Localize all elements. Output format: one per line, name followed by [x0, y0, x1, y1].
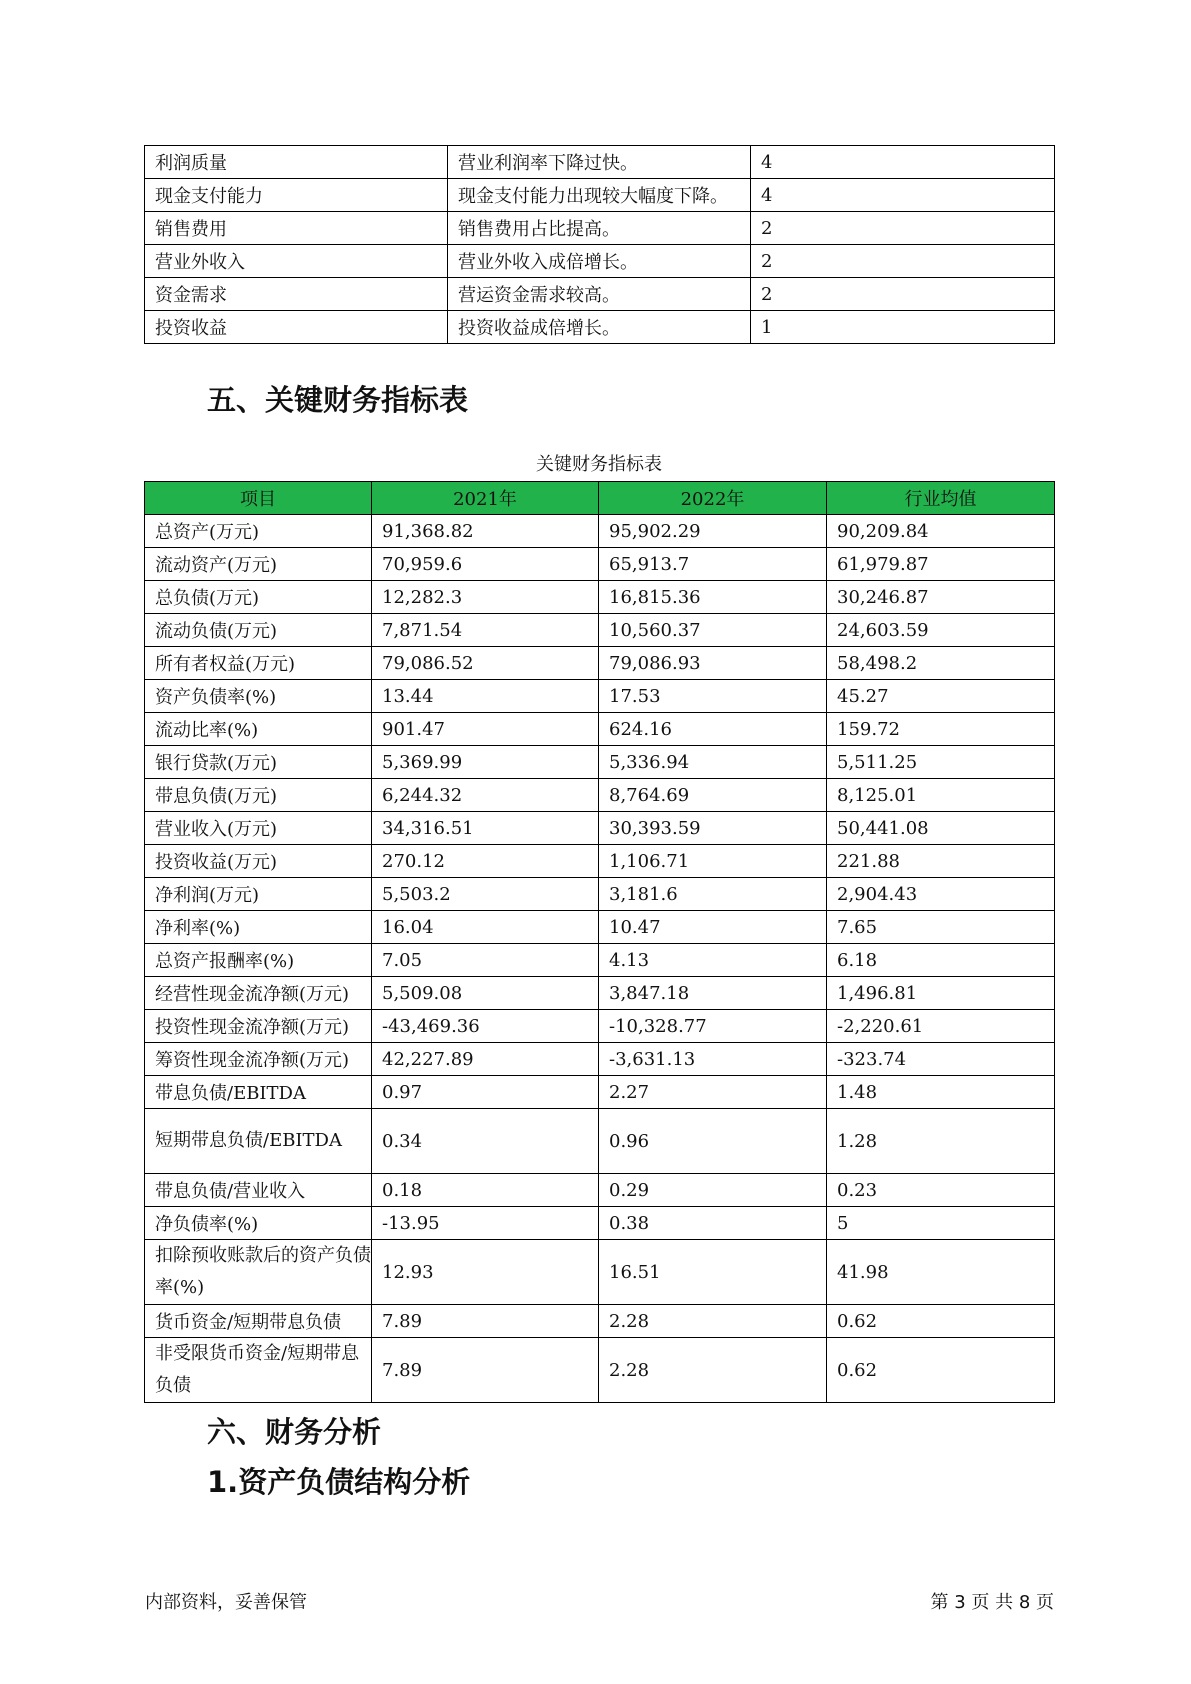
industry-average-cell: 159.72: [827, 713, 1055, 746]
risk-table-row: [145, 146, 1055, 179]
metrics-table-row: [145, 647, 1055, 680]
risk-table-body: [145, 146, 1055, 344]
risk-category-cell: 资金需求: [145, 278, 448, 311]
industry-average-cell: 8,125.01: [827, 779, 1055, 812]
value-2021-cell: 91,368.82: [372, 515, 599, 548]
metric-name-cell: 短期带息负债/EBITDA: [145, 1109, 372, 1174]
metric-name-cell: 所有者权益(万元): [145, 647, 372, 680]
value-2021-cell: 270.12: [372, 845, 599, 878]
risk-description-cell: 现金支付能力出现较大幅度下降。: [448, 179, 751, 212]
value-2021-cell: 34,316.51: [372, 812, 599, 845]
metrics-table-row: [145, 1305, 1055, 1338]
industry-average-cell: 1,496.81: [827, 977, 1055, 1010]
value-2021-cell: 13.44: [372, 680, 599, 713]
industry-average-cell: 41.98: [827, 1240, 1055, 1305]
header-2022: 2022年: [599, 482, 827, 515]
industry-average-cell: 61,979.87: [827, 548, 1055, 581]
industry-average-cell: 45.27: [827, 680, 1055, 713]
metric-name-cell: 投资性现金流净额(万元): [145, 1010, 372, 1043]
value-2022-cell: 8,764.69: [599, 779, 827, 812]
value-2021-cell: 16.04: [372, 911, 599, 944]
value-2022-cell: 16.51: [599, 1240, 827, 1305]
value-2022-cell: 2.27: [599, 1076, 827, 1109]
metrics-table-row: [145, 911, 1055, 944]
metrics-table-row: [145, 581, 1055, 614]
section-6-subheading: 1.资产负债结构分析: [207, 1465, 471, 1499]
risk-table-row: [145, 311, 1055, 344]
risk-description-cell: 投资收益成倍增长。: [448, 311, 751, 344]
value-2021-cell: 70,959.6: [372, 548, 599, 581]
value-2021-cell: 12.93: [372, 1240, 599, 1305]
value-2022-cell: 95,902.29: [599, 515, 827, 548]
value-2022-cell: 3,181.6: [599, 878, 827, 911]
industry-average-cell: 30,246.87: [827, 581, 1055, 614]
value-2021-cell: -43,469.36: [372, 1010, 599, 1043]
metric-name-cell: 筹资性现金流净额(万元): [145, 1043, 372, 1076]
key-financial-metrics-table: [144, 481, 1055, 1403]
table-caption: 关键财务指标表: [536, 454, 662, 475]
risk-category-cell: 营业外收入: [145, 245, 448, 278]
value-2021-cell: 79,086.52: [372, 647, 599, 680]
industry-average-cell: 1.48: [827, 1076, 1055, 1109]
risk-score-cell: 2: [751, 245, 1055, 278]
risk-description-cell: 营业利润率下降过快。: [448, 146, 751, 179]
value-2022-cell: 30,393.59: [599, 812, 827, 845]
metrics-table-row: [145, 1240, 1055, 1305]
risk-table-row: [145, 212, 1055, 245]
risk-category-cell: 投资收益: [145, 311, 448, 344]
value-2022-cell: 16,815.36: [599, 581, 827, 614]
metric-name-cell: 总负债(万元): [145, 581, 372, 614]
metrics-table-body: [145, 515, 1055, 1403]
risk-table-row: [145, 278, 1055, 311]
value-2022-cell: 1,106.71: [599, 845, 827, 878]
risk-category-cell: 利润质量: [145, 146, 448, 179]
metric-name-cell: 流动比率(%): [145, 713, 372, 746]
footer-confidential-note: 内部资料，妥善保管: [145, 1592, 307, 1613]
industry-average-cell: 90,209.84: [827, 515, 1055, 548]
value-2021-cell: 5,503.2: [372, 878, 599, 911]
metric-name-cell: 营业收入(万元): [145, 812, 372, 845]
value-2022-cell: -10,328.77: [599, 1010, 827, 1043]
header-industry-average: 行业均值: [827, 482, 1055, 515]
metrics-table-row: [145, 944, 1055, 977]
metrics-table-row: [145, 779, 1055, 812]
metric-name-cell: 带息负债/营业收入: [145, 1174, 372, 1207]
value-2021-cell: 12,282.3: [372, 581, 599, 614]
metrics-table-row: [145, 1174, 1055, 1207]
value-2021-cell: 42,227.89: [372, 1043, 599, 1076]
value-2022-cell: 2.28: [599, 1338, 827, 1403]
value-2022-cell: 0.29: [599, 1174, 827, 1207]
industry-average-cell: 6.18: [827, 944, 1055, 977]
metrics-table-row: [145, 1076, 1055, 1109]
value-2022-cell: 3,847.18: [599, 977, 827, 1010]
industry-average-cell: 0.23: [827, 1174, 1055, 1207]
metric-name-cell: 扣除预收账款后的资产负债率(%): [145, 1240, 372, 1305]
metrics-table-row: [145, 878, 1055, 911]
metrics-header-row: [145, 482, 1055, 515]
value-2021-cell: 6,244.32: [372, 779, 599, 812]
metrics-table-row: [145, 1338, 1055, 1403]
header-item: 项目: [145, 482, 372, 515]
risk-description-cell: 营业外收入成倍增长。: [448, 245, 751, 278]
industry-average-cell: -2,220.61: [827, 1010, 1055, 1043]
metric-name-cell: 总资产(万元): [145, 515, 372, 548]
industry-average-cell: 2,904.43: [827, 878, 1055, 911]
value-2022-cell: 0.96: [599, 1109, 827, 1174]
value-2021-cell: 7,871.54: [372, 614, 599, 647]
industry-average-cell: 50,441.08: [827, 812, 1055, 845]
value-2021-cell: 0.97: [372, 1076, 599, 1109]
metric-name-cell: 总资产报酬率(%): [145, 944, 372, 977]
metric-name-cell: 净负债率(%): [145, 1207, 372, 1240]
metrics-table-row: [145, 515, 1055, 548]
value-2022-cell: 4.13: [599, 944, 827, 977]
industry-average-cell: -323.74: [827, 1043, 1055, 1076]
value-2021-cell: 0.34: [372, 1109, 599, 1174]
section-6-heading: 六、财务分析: [207, 1415, 382, 1449]
value-2021-cell: 7.05: [372, 944, 599, 977]
industry-average-cell: 5,511.25: [827, 746, 1055, 779]
metrics-table-row: [145, 845, 1055, 878]
value-2022-cell: 17.53: [599, 680, 827, 713]
risk-indicator-table: [144, 145, 1055, 344]
risk-score-cell: 4: [751, 146, 1055, 179]
risk-category-cell: 现金支付能力: [145, 179, 448, 212]
risk-score-cell: 1: [751, 311, 1055, 344]
industry-average-cell: 24,603.59: [827, 614, 1055, 647]
risk-description-cell: 销售费用占比提高。: [448, 212, 751, 245]
metrics-table-row: [145, 1109, 1055, 1174]
value-2021-cell: -13.95: [372, 1207, 599, 1240]
industry-average-cell: 0.62: [827, 1338, 1055, 1403]
risk-category-cell: 销售费用: [145, 212, 448, 245]
metrics-table-row: [145, 746, 1055, 779]
section-5-heading: 五、关键财务指标表: [207, 383, 469, 417]
value-2022-cell: 5,336.94: [599, 746, 827, 779]
footer-page-number: 第 3 页 共 8 页: [930, 1592, 1054, 1613]
value-2021-cell: 5,369.99: [372, 746, 599, 779]
metric-name-cell: 净利润(万元): [145, 878, 372, 911]
metric-name-cell: 非受限货币资金/短期带息负债: [145, 1338, 372, 1403]
metric-name-cell: 投资收益(万元): [145, 845, 372, 878]
metrics-table-row: [145, 713, 1055, 746]
value-2022-cell: 10.47: [599, 911, 827, 944]
header-2021: 2021年: [372, 482, 599, 515]
value-2022-cell: -3,631.13: [599, 1043, 827, 1076]
industry-average-cell: 7.65: [827, 911, 1055, 944]
value-2021-cell: 0.18: [372, 1174, 599, 1207]
value-2022-cell: 65,913.7: [599, 548, 827, 581]
industry-average-cell: 58,498.2: [827, 647, 1055, 680]
metric-name-cell: 流动资产(万元): [145, 548, 372, 581]
metrics-table-row: [145, 1010, 1055, 1043]
metrics-table-row: [145, 548, 1055, 581]
value-2021-cell: 5,509.08: [372, 977, 599, 1010]
metrics-table-row: [145, 680, 1055, 713]
risk-table-row: [145, 245, 1055, 278]
industry-average-cell: 221.88: [827, 845, 1055, 878]
risk-description-cell: 营运资金需求较高。: [448, 278, 751, 311]
metric-name-cell: 流动负债(万元): [145, 614, 372, 647]
metric-name-cell: 带息负债/EBITDA: [145, 1076, 372, 1109]
risk-score-cell: 2: [751, 212, 1055, 245]
value-2022-cell: 0.38: [599, 1207, 827, 1240]
metric-name-cell: 银行贷款(万元): [145, 746, 372, 779]
metric-name-cell: 资产负债率(%): [145, 680, 372, 713]
value-2021-cell: 7.89: [372, 1338, 599, 1403]
metrics-table-row: [145, 812, 1055, 845]
value-2021-cell: 901.47: [372, 713, 599, 746]
metric-name-cell: 带息负债(万元): [145, 779, 372, 812]
risk-score-cell: 2: [751, 278, 1055, 311]
metrics-table-row: [145, 1043, 1055, 1076]
risk-score-cell: 4: [751, 179, 1055, 212]
value-2022-cell: 79,086.93: [599, 647, 827, 680]
industry-average-cell: 5: [827, 1207, 1055, 1240]
metric-name-cell: 经营性现金流净额(万元): [145, 977, 372, 1010]
value-2022-cell: 10,560.37: [599, 614, 827, 647]
value-2022-cell: 624.16: [599, 713, 827, 746]
metrics-table-row: [145, 977, 1055, 1010]
industry-average-cell: 0.62: [827, 1305, 1055, 1338]
value-2022-cell: 2.28: [599, 1305, 827, 1338]
metrics-table-row: [145, 614, 1055, 647]
metric-name-cell: 净利率(%): [145, 911, 372, 944]
industry-average-cell: 1.28: [827, 1109, 1055, 1174]
metric-name-cell: 货币资金/短期带息负债: [145, 1305, 372, 1338]
metrics-table-row: [145, 1207, 1055, 1240]
value-2021-cell: 7.89: [372, 1305, 599, 1338]
risk-table-row: [145, 179, 1055, 212]
